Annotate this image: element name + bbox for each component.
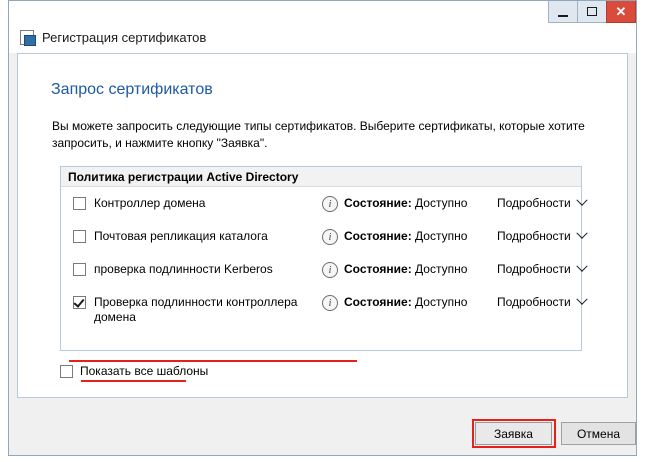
show-all-templates-checkbox[interactable] bbox=[60, 364, 208, 378]
status-label: Состояние: bbox=[344, 295, 412, 309]
details-toggle[interactable] bbox=[497, 295, 586, 309]
footer-bar bbox=[9, 398, 636, 455]
certificate-list bbox=[60, 166, 582, 351]
certificate-status bbox=[322, 295, 497, 311]
checkbox-box bbox=[60, 365, 73, 378]
certificate-status bbox=[322, 196, 497, 212]
certificate-enrollment-icon bbox=[19, 29, 35, 45]
enrollment-window bbox=[8, 0, 637, 456]
page-title: Запрос сертификатов bbox=[51, 81, 213, 98]
info-icon: i bbox=[322, 229, 338, 245]
status-label: Состояние: bbox=[344, 196, 412, 210]
title-bar bbox=[9, 1, 636, 53]
status-value: Доступно bbox=[415, 295, 468, 309]
minimize-button[interactable] bbox=[548, 1, 578, 23]
certificate-checkbox[interactable] bbox=[73, 263, 86, 276]
details-label: Подробности bbox=[497, 262, 571, 276]
table-row[interactable] bbox=[61, 253, 581, 286]
table-row[interactable] bbox=[61, 286, 581, 325]
maximize-icon bbox=[587, 7, 597, 16]
list-group-header: Политика регистрации Active Directory bbox=[61, 167, 581, 187]
details-toggle[interactable] bbox=[497, 229, 586, 243]
certificate-name: проверка подлинности Kerberos bbox=[94, 262, 273, 276]
certificate-checkbox[interactable] bbox=[73, 197, 86, 210]
details-label: Подробности bbox=[497, 196, 571, 210]
certificate-name: Проверка подлинности контроллера домена bbox=[94, 295, 298, 324]
certificate-name: Контроллер домена bbox=[94, 196, 206, 210]
status-value: Доступно bbox=[415, 196, 468, 210]
details-label: Подробности bbox=[497, 229, 571, 243]
info-icon: i bbox=[322, 295, 338, 311]
details-toggle[interactable] bbox=[497, 262, 586, 276]
certificate-checkbox[interactable] bbox=[73, 230, 86, 243]
chevron-down-icon bbox=[576, 228, 587, 239]
table-row[interactable] bbox=[61, 220, 581, 253]
chevron-down-icon bbox=[576, 195, 587, 206]
window-title-row bbox=[19, 29, 206, 45]
status-value: Доступно bbox=[415, 229, 468, 243]
request-button[interactable]: Заявка bbox=[475, 422, 552, 445]
show-all-templates-label: Показать все шаблоны bbox=[80, 364, 209, 378]
maximize-button[interactable] bbox=[577, 1, 607, 23]
annotation-underline bbox=[69, 360, 357, 362]
window-controls bbox=[549, 1, 636, 25]
window-title: Регистрация сертификатов bbox=[42, 29, 207, 45]
chevron-down-icon bbox=[576, 294, 587, 305]
details-label: Подробности bbox=[497, 295, 571, 309]
client-area bbox=[17, 53, 628, 398]
minimize-icon bbox=[558, 15, 568, 17]
status-value: Доступно bbox=[415, 262, 468, 276]
certificate-checkbox[interactable] bbox=[73, 296, 86, 309]
annotation-box bbox=[472, 419, 556, 448]
status-label: Состояние: bbox=[344, 229, 412, 243]
close-button[interactable]: ✕ bbox=[606, 1, 636, 23]
annotation-underline bbox=[81, 380, 186, 382]
status-label: Состояние: bbox=[344, 262, 412, 276]
info-icon: i bbox=[322, 262, 338, 278]
table-row[interactable] bbox=[61, 187, 581, 220]
certificate-status bbox=[322, 262, 497, 278]
chevron-down-icon bbox=[576, 261, 587, 272]
certificate-name: Почтовая репликация каталога bbox=[94, 229, 268, 243]
certificate-status bbox=[322, 229, 497, 245]
info-icon: i bbox=[322, 196, 338, 212]
details-toggle[interactable] bbox=[497, 196, 586, 210]
page-description: Вы можете запросить следующие типы сертификатов. Выберите сертификаты, которые хотите запросить, и нажмите кнопку "Заявка". bbox=[52, 119, 585, 150]
cancel-button[interactable]: Отмена bbox=[561, 422, 636, 445]
